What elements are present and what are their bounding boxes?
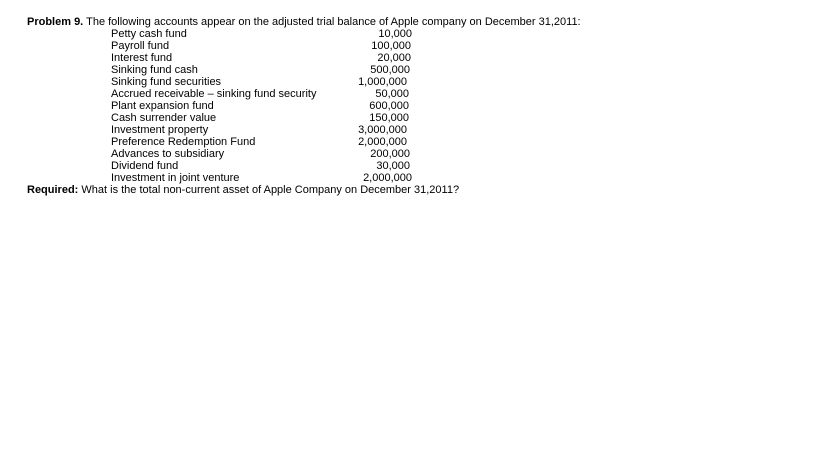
account-name: Petty cash fund bbox=[111, 28, 187, 40]
account-name: Sinking fund cash bbox=[111, 64, 198, 76]
account-name: Plant expansion fund bbox=[111, 100, 214, 112]
account-row bbox=[27, 172, 427, 184]
account-amount: 100,000 bbox=[371, 40, 411, 52]
accounts-list bbox=[27, 28, 427, 184]
account-name: Investment in joint venture bbox=[111, 172, 240, 184]
account-name: Payroll fund bbox=[111, 40, 170, 52]
account-row bbox=[27, 40, 427, 52]
account-amount: 600,000 bbox=[369, 100, 409, 112]
account-row bbox=[27, 64, 427, 76]
account-row bbox=[27, 136, 427, 148]
problem-heading bbox=[27, 16, 807, 28]
account-name: Accrued receivable – sinking fund security bbox=[111, 88, 317, 100]
required-text: What is the total non-current asset of Apple Company on December 31,2011? bbox=[78, 184, 460, 196]
account-row bbox=[27, 52, 427, 64]
problem-intro: The following accounts appear on the adjusted trial balance of Apple company on December 31,2011: bbox=[83, 16, 581, 28]
account-row bbox=[27, 28, 427, 40]
account-name: Cash surrender value bbox=[111, 112, 217, 124]
account-amount: 10,000 bbox=[378, 28, 412, 40]
account-amount: 500,000 bbox=[370, 64, 410, 76]
account-row bbox=[27, 100, 427, 112]
account-row bbox=[27, 160, 427, 172]
problem-document bbox=[27, 16, 807, 196]
account-amount: 3,000,000 bbox=[358, 124, 407, 136]
account-amount: 30,000 bbox=[376, 160, 410, 172]
account-amount: 20,000 bbox=[377, 52, 411, 64]
account-row bbox=[27, 148, 427, 160]
account-amount: 150,000 bbox=[369, 112, 409, 124]
account-row bbox=[27, 76, 427, 88]
account-name: Investment property bbox=[111, 124, 209, 136]
required-label: Required: bbox=[27, 184, 79, 196]
account-row bbox=[27, 88, 427, 100]
account-amount: 2,000,000 bbox=[358, 136, 407, 148]
account-name: Sinking fund securities bbox=[111, 76, 222, 88]
account-amount: 2,000,000 bbox=[363, 172, 412, 184]
problem-label: Problem 9. bbox=[27, 16, 84, 28]
account-amount: 200,000 bbox=[370, 148, 410, 160]
account-row bbox=[27, 124, 427, 136]
account-name: Advances to subsidiary bbox=[111, 148, 225, 160]
account-amount: 50,000 bbox=[375, 88, 409, 100]
account-name: Dividend fund bbox=[111, 160, 179, 172]
account-name: Preference Redemption Fund bbox=[111, 136, 256, 148]
required-question bbox=[27, 184, 807, 196]
account-name: Interest fund bbox=[111, 52, 173, 64]
account-amount: 1,000,000 bbox=[358, 76, 407, 88]
account-row bbox=[27, 112, 427, 124]
